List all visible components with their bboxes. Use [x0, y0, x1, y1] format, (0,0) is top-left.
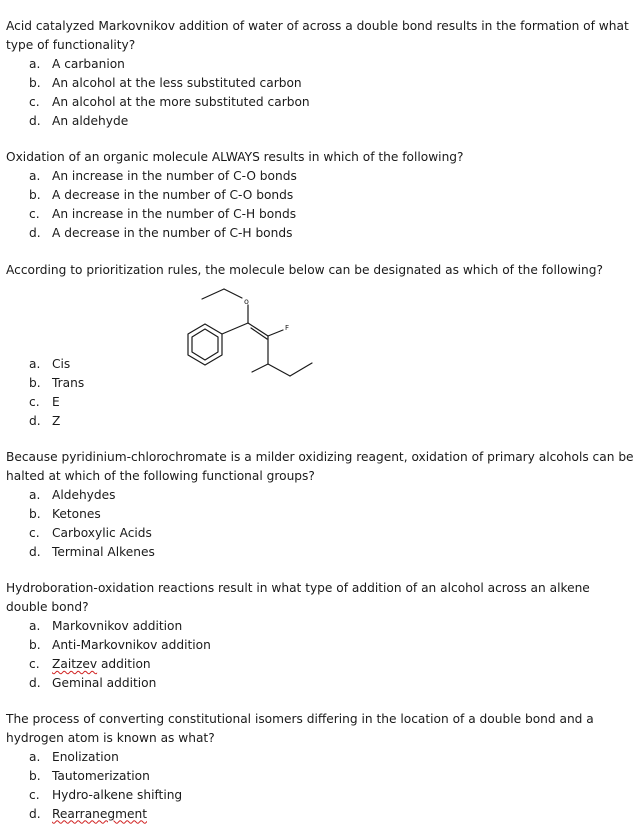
option-letter: b.	[29, 375, 41, 390]
option-text: Markovnikov addition	[52, 619, 183, 633]
option-a	[6, 486, 635, 505]
question-1	[6, 17, 635, 131]
option-text: Z	[52, 413, 61, 428]
option-letter: c.	[29, 656, 40, 671]
option-d	[6, 112, 635, 131]
option-d	[6, 805, 635, 824]
option-letter: c.	[29, 787, 40, 802]
question-2	[6, 148, 635, 243]
option-a	[6, 167, 635, 186]
option-text: Anti-Markovnikov addition	[52, 637, 211, 652]
option-text: addition	[97, 656, 151, 671]
option-text: An aldehyde	[52, 113, 129, 128]
option-text: Ketones	[52, 506, 101, 521]
benzene-ring	[188, 324, 222, 365]
option-text: Hydro-alkene shifting	[52, 787, 183, 802]
bond	[252, 364, 268, 372]
option-a	[6, 617, 635, 636]
spellcheck-flagged-word[interactable]: Rearranegment	[52, 806, 147, 821]
question-stem-line: Hydroboration-oxidation reactions result in what type of addition of an alcohol across an alkene	[6, 581, 590, 595]
option-text: Terminal Alkenes	[52, 544, 155, 559]
option-a	[6, 748, 635, 767]
option-letter: d.	[29, 544, 41, 559]
option-text: Carboxylic Acids	[52, 525, 152, 540]
option-letter: d.	[29, 225, 41, 240]
question-6	[6, 710, 635, 824]
option-c	[6, 786, 635, 805]
option-letter: d.	[29, 113, 41, 128]
question-2-options	[6, 167, 635, 243]
option-c	[6, 93, 635, 112]
option-d	[6, 674, 635, 693]
option-text: An alcohol at the less substituted carbon	[52, 75, 302, 90]
option-letter: d.	[29, 806, 41, 821]
option-text: Enolization	[52, 750, 119, 764]
question-5	[6, 579, 635, 693]
question-4	[6, 448, 635, 562]
question-6-stem	[6, 710, 635, 748]
question-2-stem	[6, 148, 635, 167]
option-b	[6, 636, 635, 655]
bond	[222, 323, 248, 334]
option-b	[6, 505, 635, 524]
molecule-structure	[170, 283, 330, 383]
option-text: An increase in the number of C-O bonds	[52, 169, 297, 183]
option-letter: a.	[29, 169, 41, 183]
option-text: Geminal addition	[52, 675, 157, 690]
bond	[290, 363, 312, 376]
question-stem-line: type of functionality?	[6, 38, 136, 52]
option-text: A decrease in the number of C-H bonds	[52, 225, 293, 240]
option-c	[6, 524, 635, 543]
question-stem-line: halted at which of the following functional groups?	[6, 469, 315, 483]
question-5-stem	[6, 579, 635, 617]
option-a	[6, 55, 635, 74]
option-d	[6, 412, 635, 431]
question-stem-line: Oxidation of an organic molecule ALWAYS results in which of the following?	[6, 150, 464, 164]
option-letter: b.	[29, 75, 41, 90]
bond	[202, 289, 224, 299]
option-text: Trans	[52, 375, 85, 390]
question-4-stem	[6, 448, 635, 486]
benzene-inner-ring	[192, 329, 218, 360]
option-letter: b.	[29, 187, 41, 202]
fluorine-label: F	[285, 324, 290, 332]
option-letter: d.	[29, 413, 41, 428]
option-letter: a.	[29, 357, 41, 371]
option-d	[6, 224, 635, 243]
option-text: An increase in the number of C-H bonds	[52, 206, 297, 221]
option-b	[6, 186, 635, 205]
option-text: Cis	[52, 357, 71, 371]
option-letter: b.	[29, 768, 41, 783]
question-stem-line: Acid catalyzed Markovnikov addition of water of across a double bond results in the formation of what	[6, 19, 629, 33]
question-1-stem	[6, 17, 635, 55]
question-3-stem	[6, 261, 635, 280]
option-letter: a.	[29, 619, 41, 633]
option-letter: a.	[29, 488, 41, 502]
option-b	[6, 767, 635, 786]
question-1-options	[6, 55, 635, 131]
option-letter: a.	[29, 750, 41, 764]
option-text: Aldehydes	[52, 488, 116, 502]
option-text: E	[52, 394, 60, 409]
question-5-options	[6, 617, 635, 693]
bond	[268, 364, 290, 376]
oxygen-label: o	[244, 297, 249, 306]
bond	[224, 289, 242, 298]
option-letter: c.	[29, 394, 40, 409]
option-c	[6, 393, 635, 412]
option-text: Tautomerization	[52, 768, 150, 783]
question-stem-line: Because pyridinium-chlorochromate is a milder oxidizing reagent, oxidation of primary alcohols can be	[6, 450, 634, 464]
option-letter: d.	[29, 675, 41, 690]
option-letter: a.	[29, 57, 41, 71]
option-letter: c.	[29, 94, 40, 109]
question-6-options	[6, 748, 635, 824]
option-b	[6, 74, 635, 93]
option-letter: c.	[29, 525, 40, 540]
option-letter: b.	[29, 506, 41, 521]
bond	[268, 330, 283, 336]
question-stem-line: double bond?	[6, 600, 89, 614]
option-text: A decrease in the number of C-O bonds	[52, 187, 294, 202]
option-letter: b.	[29, 637, 41, 652]
bond	[248, 323, 268, 336]
option-letter: c.	[29, 206, 40, 221]
question-stem-line: According to prioritization rules, the molecule below can be designated as which of the following?	[6, 263, 603, 277]
spellcheck-flagged-word[interactable]: Zaitzev	[52, 656, 98, 671]
option-d	[6, 543, 635, 562]
question-4-options	[6, 486, 635, 562]
option-text: A carbanion	[52, 57, 125, 71]
option-c	[6, 655, 635, 674]
question-stem-line: hydrogen atom is known as what?	[6, 731, 215, 745]
option-text: An alcohol at the more substituted carbon	[52, 94, 310, 109]
option-c	[6, 205, 635, 224]
question-stem-line: The process of converting constitutional isomers differing in the location of a double bond and a	[6, 712, 594, 726]
